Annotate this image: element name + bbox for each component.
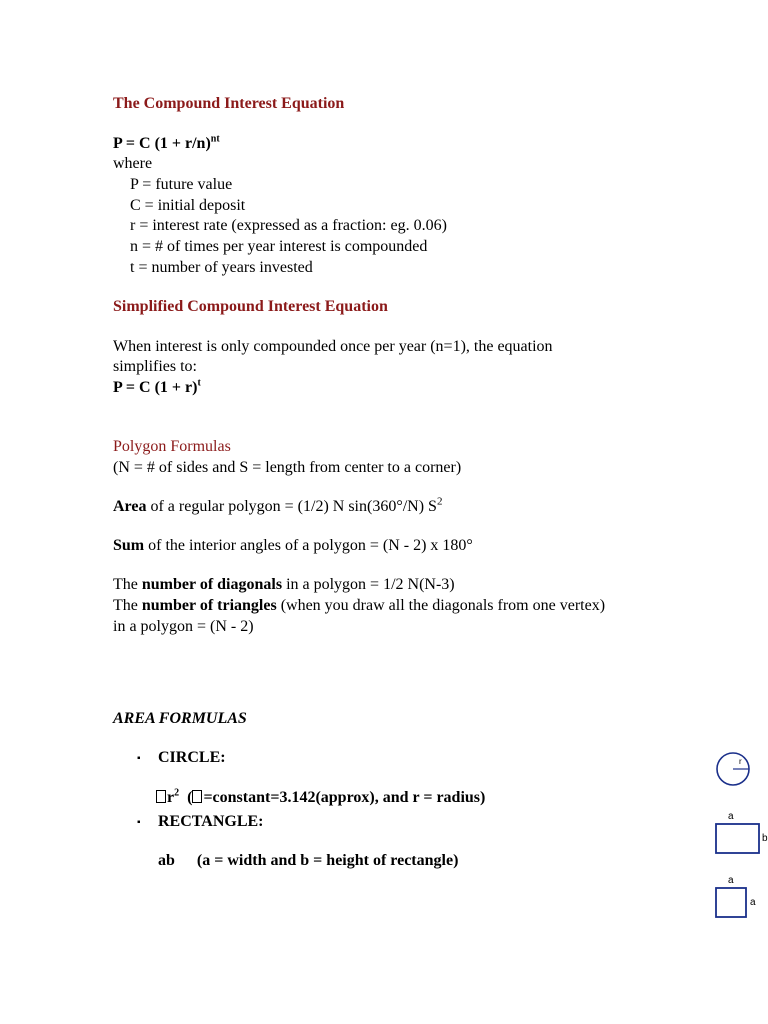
bullet-rectangle: ▪ bbox=[137, 817, 141, 828]
circle-formula-r: r bbox=[167, 789, 175, 806]
compound-heading: The Compound Interest Equation bbox=[113, 95, 345, 112]
polygon-sum-line bbox=[113, 536, 473, 556]
simplified-formula-exponent: t bbox=[197, 377, 201, 389]
polygon-diagonals-pre: The bbox=[113, 576, 142, 593]
circle-formula-open: ( bbox=[179, 789, 193, 806]
polygon-diagonals-text: in a polygon = 1/2 N(N-3) bbox=[282, 576, 455, 593]
polygon-sum-text: of the interior angles of a polygon = (N - 2) x 180° bbox=[144, 537, 473, 554]
rectangle-formula-desc: (a = width and b = height of rectangle) bbox=[196, 852, 459, 869]
simplified-formula-base: P = C (1 + r) bbox=[113, 379, 198, 396]
simplified-line-1: When interest is only compounded once per year (n=1), the equation bbox=[113, 338, 553, 355]
where-label: where bbox=[113, 155, 153, 172]
bullet-circle: ▪ bbox=[137, 753, 141, 764]
def-t: t = number of years invested bbox=[130, 259, 313, 276]
rectangle-height-label: b bbox=[762, 833, 768, 844]
square-side-label: a bbox=[750, 897, 756, 908]
pi-glyph-box-2 bbox=[192, 790, 202, 803]
polygon-diagonals-term: number of diagonals bbox=[141, 576, 283, 593]
compound-formula bbox=[113, 134, 220, 154]
rectangle-label: RECTANGLE: bbox=[158, 813, 264, 830]
polygon-triangles-term: number of triangles bbox=[141, 597, 277, 614]
polygon-triangles-pre: The bbox=[113, 597, 142, 614]
circle-label: CIRCLE: bbox=[158, 749, 226, 766]
def-p: P = future value bbox=[130, 176, 233, 193]
square-shape bbox=[716, 888, 746, 917]
square-diagram bbox=[714, 886, 750, 920]
circle-formula bbox=[156, 788, 485, 808]
rectangle-diagram bbox=[714, 822, 762, 856]
polygon-area-line bbox=[113, 497, 442, 517]
polygon-triangles-text: (when you draw all the diagonals from one vertex) bbox=[276, 597, 606, 614]
compound-formula-exponent: nt bbox=[210, 133, 220, 145]
circle-formula-exponent: 2 bbox=[174, 787, 180, 799]
polygon-area-term: Area bbox=[113, 498, 147, 515]
circle-formula-desc: =constant=3.142(approx), and r = radius) bbox=[203, 789, 486, 806]
rectangle-formula bbox=[158, 851, 458, 871]
polygon-diagonals-line bbox=[113, 575, 455, 595]
square-top-label: a bbox=[728, 875, 734, 886]
area-heading: AREA FORMULAS bbox=[113, 710, 247, 727]
simplified-line-2: simplifies to: bbox=[113, 358, 197, 375]
rectangle-formula-ab: ab bbox=[158, 852, 175, 869]
rectangle-shape bbox=[716, 824, 759, 853]
def-c: C = initial deposit bbox=[130, 197, 246, 214]
polygon-triangles-line-2: in a polygon = (N - 2) bbox=[113, 618, 254, 635]
polygon-triangles-line bbox=[113, 596, 605, 616]
polygon-sum-term: Sum bbox=[113, 537, 145, 554]
def-n: n = # of times per year interest is compounded bbox=[130, 238, 428, 255]
pi-glyph-box bbox=[156, 790, 166, 803]
simplified-heading: Simplified Compound Interest Equation bbox=[113, 298, 388, 315]
polygon-note: (N = # of sides and S = length from center to a corner) bbox=[113, 459, 462, 476]
polygon-area-exponent: 2 bbox=[436, 495, 443, 508]
circle-diagram bbox=[715, 750, 755, 790]
compound-formula-base: P = C (1 + r/n) bbox=[113, 135, 211, 152]
polygon-heading: Polygon Formulas bbox=[113, 438, 231, 455]
polygon-area-text: of a regular polygon = (1/2) N sin(360°/N) S bbox=[146, 498, 437, 515]
circle-radius-label: r bbox=[739, 757, 742, 766]
def-r: r = interest rate (expressed as a fraction: eg. 0.06) bbox=[130, 217, 447, 234]
simplified-formula bbox=[113, 378, 201, 398]
rectangle-width-label: a bbox=[728, 811, 734, 822]
